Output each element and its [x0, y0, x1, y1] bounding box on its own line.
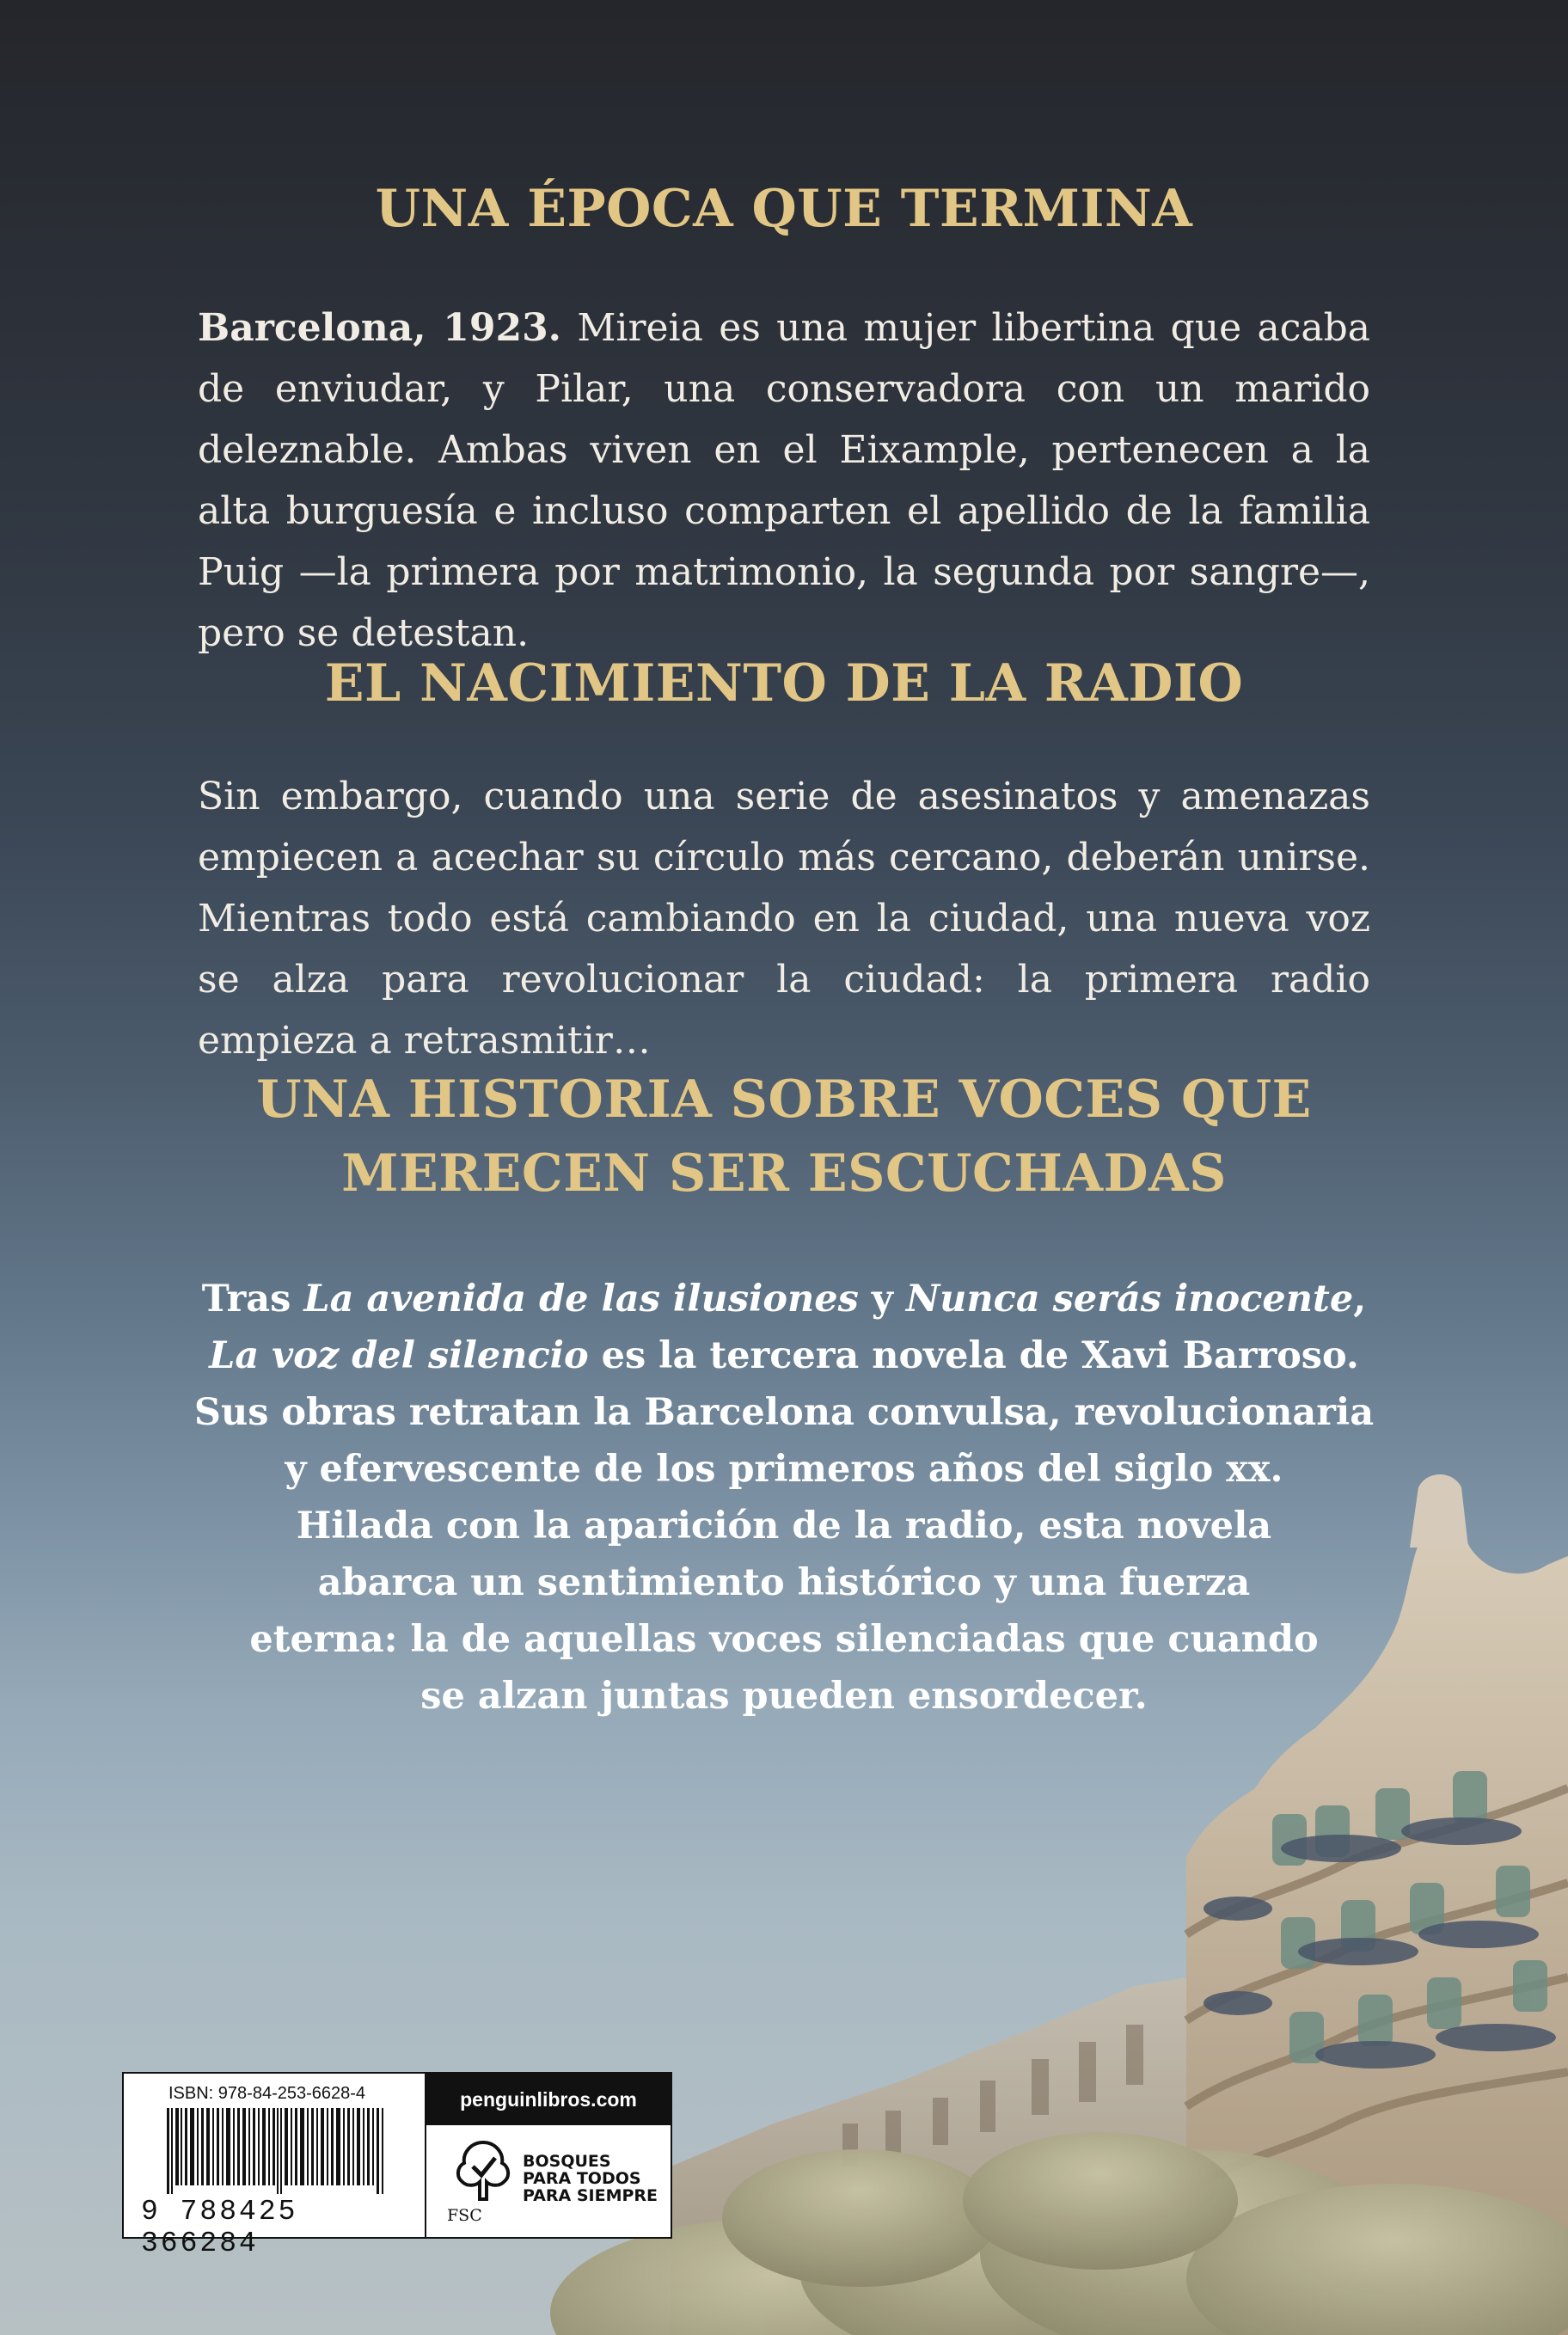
section-heading — [0, 1063, 1568, 1210]
section-heading: UNA ÉPOCA QUE TERMINA — [375, 179, 1193, 239]
tree-check-icon — [449, 2137, 518, 2206]
isbn-digits: 9 788425 366284 — [141, 2196, 298, 2259]
barcode-icon — [167, 2108, 390, 2194]
barcode-box — [122, 2072, 672, 2259]
heading-line: MERECEN SER ESCUCHADAS — [341, 1143, 1227, 1204]
section-paragraph: Sin embargo, cuando una serie de asesinatos y amenazas empiecen a acechar su círculo más cercano, deberán unirse. Mientras todo está cambiando en la ciudad, una nueva voz se alza para revolucionar la ciudad: la primera radio empieza a retrasmitir… — [198, 775, 1370, 1063]
blurb-line: Tras La avenida de las ilusiones y Nunca serás inocente, — [201, 1278, 1367, 1321]
book-title: La avenida de las ilusiones — [303, 1278, 859, 1321]
fsc-logo — [440, 2136, 664, 2230]
blurb-line: Hilada con la aparición de la radio, esta novela — [296, 1505, 1272, 1547]
blurb — [155, 1271, 1413, 1725]
barcode-panel — [124, 2074, 426, 2259]
book-title: La voz del silencio — [209, 1334, 589, 1377]
blurb-line: se alzan juntas pueden ensordecer. — [420, 1675, 1148, 1718]
publisher-site: penguinlibros.com — [426, 2074, 671, 2125]
isbn-label: ISBN: 978-84-253-6628-4 — [168, 2084, 366, 2103]
blurb-line: y efervescente de los primeros años del siglo xx. — [285, 1448, 1283, 1491]
fsc-label: FSC — [447, 2206, 482, 2225]
blurb-line: Sus obras retratan la Barcelona convulsa, revolucionaria — [193, 1391, 1375, 1434]
paragraph-lead: Barcelona, 1923. — [198, 306, 562, 350]
fsc-slogan: BOSQUES PARA TODOS PARA SIEMPRE — [523, 2152, 658, 2205]
heading-line: UNA HISTORIA SOBRE VOCES QUE — [256, 1069, 1312, 1130]
blurb-line: La voz del silencio es la tercera novela de Xavi Barroso. — [209, 1334, 1359, 1377]
blurb-line: abarca un sentimiento histórico y una fuerza — [317, 1561, 1251, 1604]
blurb-line: eterna: la de aquellas voces silenciadas que cuando — [249, 1618, 1319, 1661]
paragraph-text: Mireia es una mujer libertina que acaba de enviudar, y Pilar, una conservadora con un marido deleznable. Ambas viven en el Eixample, pertenecen a la alta burguesía e incluso comparten el apellido de la familia Puig —la primera por matrimonio, la segunda por sangre—, pero se detestan. — [198, 306, 1370, 655]
section-heading: EL NACIMIENTO DE LA RADIO — [324, 653, 1244, 714]
section-paragraph — [198, 297, 1370, 664]
book-title: Nunca serás inocente — [905, 1278, 1354, 1321]
